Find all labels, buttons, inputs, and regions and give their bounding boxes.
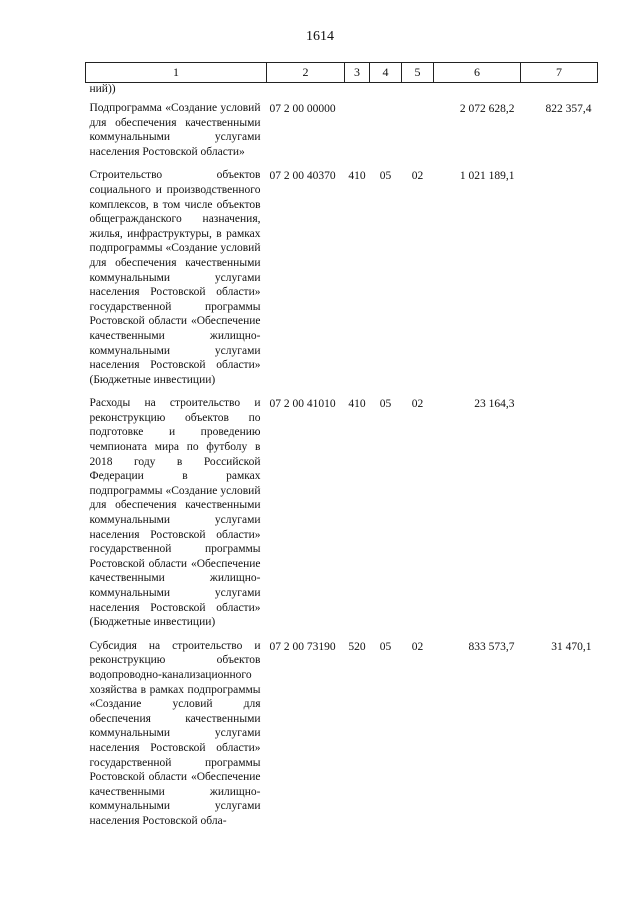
header-col-1: 1 bbox=[86, 63, 267, 83]
row-amount-1: 833 573,7 bbox=[468, 640, 515, 653]
budget-table bbox=[85, 62, 598, 837]
row-section bbox=[370, 100, 402, 167]
row-subsection: 02 bbox=[411, 640, 424, 653]
table-row bbox=[86, 100, 598, 167]
row-target-code: 07 2 00 40370 bbox=[269, 170, 336, 183]
table-header-row bbox=[86, 63, 598, 83]
continuation-text: ний)) bbox=[89, 83, 116, 95]
page-number: 1614 bbox=[306, 29, 334, 44]
header-col-7: 7 bbox=[521, 63, 598, 83]
header-col-4: 4 bbox=[370, 63, 402, 83]
table-row bbox=[86, 167, 598, 395]
row-section: 05 bbox=[379, 640, 392, 653]
row-amount-1: 23 164,3 bbox=[474, 398, 515, 411]
header-col-3: 3 bbox=[345, 63, 370, 83]
row-section: 05 bbox=[379, 398, 392, 411]
row-expense-type: 520 bbox=[348, 640, 366, 653]
row-target-code: 07 2 00 41010 bbox=[269, 398, 336, 411]
row-amount-2 bbox=[521, 395, 598, 638]
row-description: Субсидия на строительство и реконструкцию объектов водопроводно-канализационного хозяйства в рамках подпрограммы «Создание условий для обеспечения качественными коммунальными услугами населения Ростовской области» государственной программы Ростовской области «Обеспечение качественными жилищно-коммунальными услугами населения Ростовской обла- bbox=[89, 639, 261, 827]
row-target-code: 07 2 00 00000 bbox=[269, 103, 336, 115]
row-target-code: 07 2 00 73190 bbox=[269, 640, 336, 653]
row-section: 05 bbox=[379, 170, 392, 183]
header-col-2: 2 bbox=[267, 63, 345, 83]
row-description: Расходы на строительство и реконструкцию объектов по подготовке и проведению чемпионата мира по футболу в 2018 году в Российской Федерации в рамках подпрограммы «Создание условий для обеспечения качественными коммунальными услугами населения Ростовской области» государственной программы Ростовской области «Обеспечение качественными жилищно-коммунальными услугами населения Ростовской области» (Бюджетные инвестиции) bbox=[89, 397, 261, 629]
row-amount-2: 822 357,4 bbox=[545, 103, 592, 115]
row-expense-type bbox=[345, 100, 370, 167]
row-amount-1: 1 021 189,1 bbox=[459, 170, 515, 183]
row-description: Строительство объектов социального и производственного комплексов, в том числе объектов общегражданского назначения, жилья, инфраструктуры, в рамках подпрограммы «Создание условий для обеспечения качественными коммунальными услугами населения Ростовской области» государственной программы Ростовской области «Обеспечение качественными жилищно-коммунальными услугами населения Ростовской области» (Бюджетные инвестиции) bbox=[89, 169, 261, 386]
header-col-6: 6 bbox=[434, 63, 521, 83]
row-amount-2 bbox=[521, 167, 598, 395]
row-subsection: 02 bbox=[411, 170, 424, 183]
row-expense-type: 410 bbox=[348, 170, 366, 183]
row-amount-2: 31 470,1 bbox=[551, 640, 592, 653]
row-expense-type: 410 bbox=[348, 398, 366, 411]
table-row bbox=[86, 638, 598, 837]
budget-table-container bbox=[85, 62, 597, 837]
row-amount-1: 2 072 628,2 bbox=[459, 103, 515, 115]
header-col-5: 5 bbox=[402, 63, 434, 83]
continuation-row bbox=[86, 83, 598, 101]
table-row bbox=[86, 395, 598, 638]
row-description: Подпрограмма «Создание условий для обеспечения качественными коммунальными услугами населения Ростовской области» bbox=[89, 102, 261, 158]
row-subsection bbox=[402, 100, 434, 167]
row-subsection: 02 bbox=[411, 398, 424, 411]
